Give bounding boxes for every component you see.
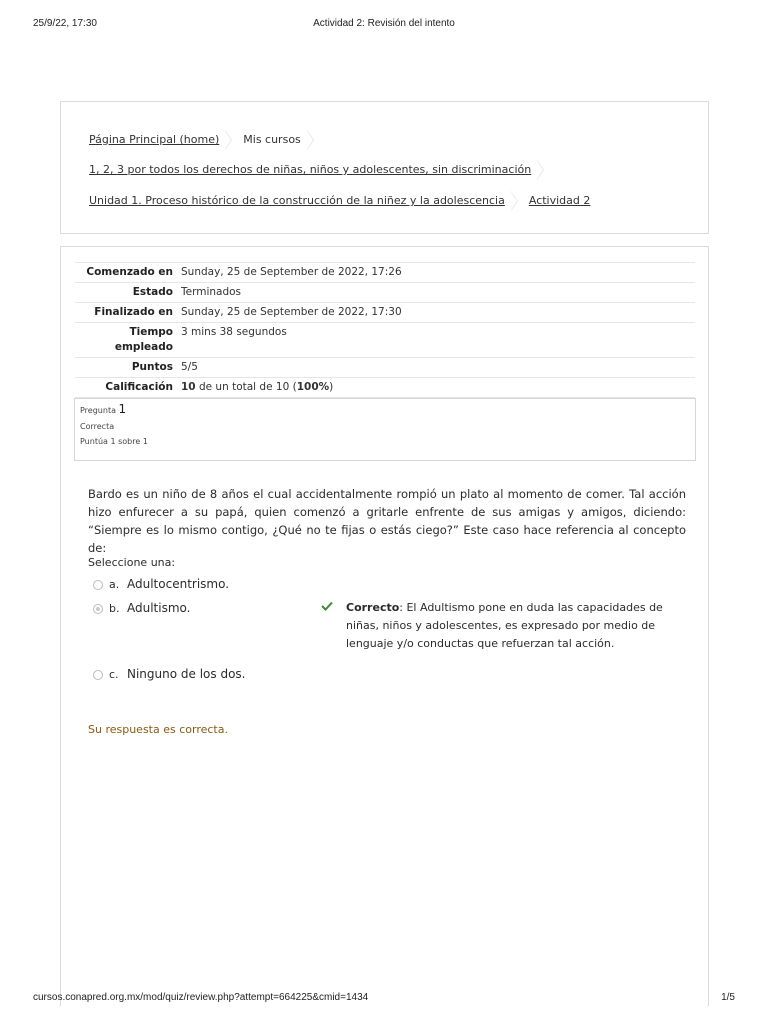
option-c-letter: c. [109, 668, 119, 681]
time-label [75, 323, 177, 358]
answer-option-a[interactable] [93, 577, 229, 591]
grade-mid: de un total de [198, 381, 273, 393]
question-text: Bardo es un niño de 8 años el cual accidentalmente rompió un plato al momento de comer. Tal acción hizo enfurecer a su papá, quien comenzó a gritarle enfrente de sus amigas y amigos, diciendo: “Siempre es lo mismo contigo, ¿Qué no te fijas o estás ciego?” Este caso hace referencia al concepto de: [88, 487, 686, 555]
option-c-text: Ninguno de los dos. [127, 667, 246, 681]
points-value: 5/5 [177, 358, 695, 378]
state-label: Estado [75, 283, 177, 303]
select-one-label: Seleccione una: [88, 556, 176, 569]
breadcrumb-my-courses[interactable]: Mis cursos [243, 133, 301, 146]
breadcrumb-row-3 [89, 191, 590, 211]
grade-label: Calificación [75, 378, 177, 398]
option-b-letter: b. [109, 602, 120, 615]
print-url: cursos.conapred.org.mx/mod/quiz/review.php?attempt=664225&cmid=1434 [33, 992, 369, 1003]
breadcrumb-activity-link[interactable]: Actividad 2 [528, 194, 591, 207]
breadcrumb-row-1 [89, 130, 325, 150]
time-label-line-2: empleado [114, 341, 173, 353]
print-footer [0, 992, 768, 1006]
feedback-text: : El Adultismo pone en duda las capacidades de niñas, niños y adolescentes, es expresado por medio de lenguaje y/o conductas que refuerzan tal acción. [346, 601, 663, 650]
breadcrumb-separator-icon [511, 191, 519, 211]
print-header [0, 18, 768, 32]
grade-total: 10 [275, 381, 290, 393]
print-datetime: 25/9/22, 17:30 [33, 18, 97, 29]
print-page-number: 1/5 [721, 992, 735, 1003]
option-b-text: Adultismo. [127, 601, 191, 615]
answer-option-b[interactable] [93, 601, 190, 615]
started-label: Comenzado en [75, 263, 177, 283]
breadcrumb-home-link[interactable]: Página Principal (home) [89, 133, 220, 146]
breadcrumb-separator-icon [307, 130, 315, 150]
print-title: Actividad 2: Revisión del intento [313, 18, 455, 29]
question-outcome: Su respuesta es correcta. [88, 723, 228, 736]
summary-row-grade [75, 378, 695, 398]
summary-row-time [75, 323, 695, 358]
attempt-summary-table [75, 262, 695, 398]
question-number [80, 402, 690, 416]
quiz-review-panel [60, 246, 709, 1006]
question-status: Correcta [80, 422, 115, 431]
summary-row-points [75, 358, 695, 378]
finished-value: Sunday, 25 de September de 2022, 17:30 [177, 303, 695, 323]
started-value: Sunday, 25 de September de 2022, 17:26 [177, 263, 695, 283]
state-value: Terminados [177, 283, 695, 303]
radio-a[interactable] [93, 580, 103, 590]
radio-c[interactable] [93, 670, 103, 680]
grade-value: 10 de un total de 10 (100%) [177, 378, 695, 398]
points-label: Puntos [75, 358, 177, 378]
check-icon [321, 601, 333, 611]
grade-score: 10 [181, 381, 196, 393]
breadcrumb-course-link[interactable]: 1, 2, 3 por todos los derechos de niñas, niños y adolescentes, sin discriminación [89, 163, 532, 176]
breadcrumb-unit-link[interactable]: Unidad 1. Proceso histórico de la construcción de la niñez y la adolescencia [89, 194, 505, 207]
question-number-value: 1 [118, 402, 127, 416]
summary-row-state [75, 283, 695, 303]
breadcrumb-separator-icon [537, 160, 545, 180]
answer-feedback [346, 599, 676, 653]
breadcrumb-row-2 [89, 160, 555, 180]
grade-percent: 100% [296, 381, 330, 393]
finished-label: Finalizado en [75, 303, 177, 323]
breadcrumb [60, 101, 709, 234]
feedback-bold: Correcto [346, 601, 400, 614]
option-a-letter: a. [109, 578, 120, 591]
option-a-text: Adultocentrismo. [127, 577, 230, 591]
radio-b[interactable] [93, 604, 103, 614]
summary-row-started [75, 263, 695, 283]
question-mark: Puntúa 1 sobre 1 [80, 437, 148, 446]
time-value: 3 mins 38 segundos [177, 323, 695, 358]
question-info-box [74, 398, 696, 461]
time-label-line-1: Tiempo [129, 326, 173, 338]
summary-row-finished [75, 303, 695, 323]
answer-option-c[interactable] [93, 667, 245, 681]
breadcrumb-separator-icon [225, 130, 233, 150]
question-label: Pregunta [80, 406, 116, 415]
